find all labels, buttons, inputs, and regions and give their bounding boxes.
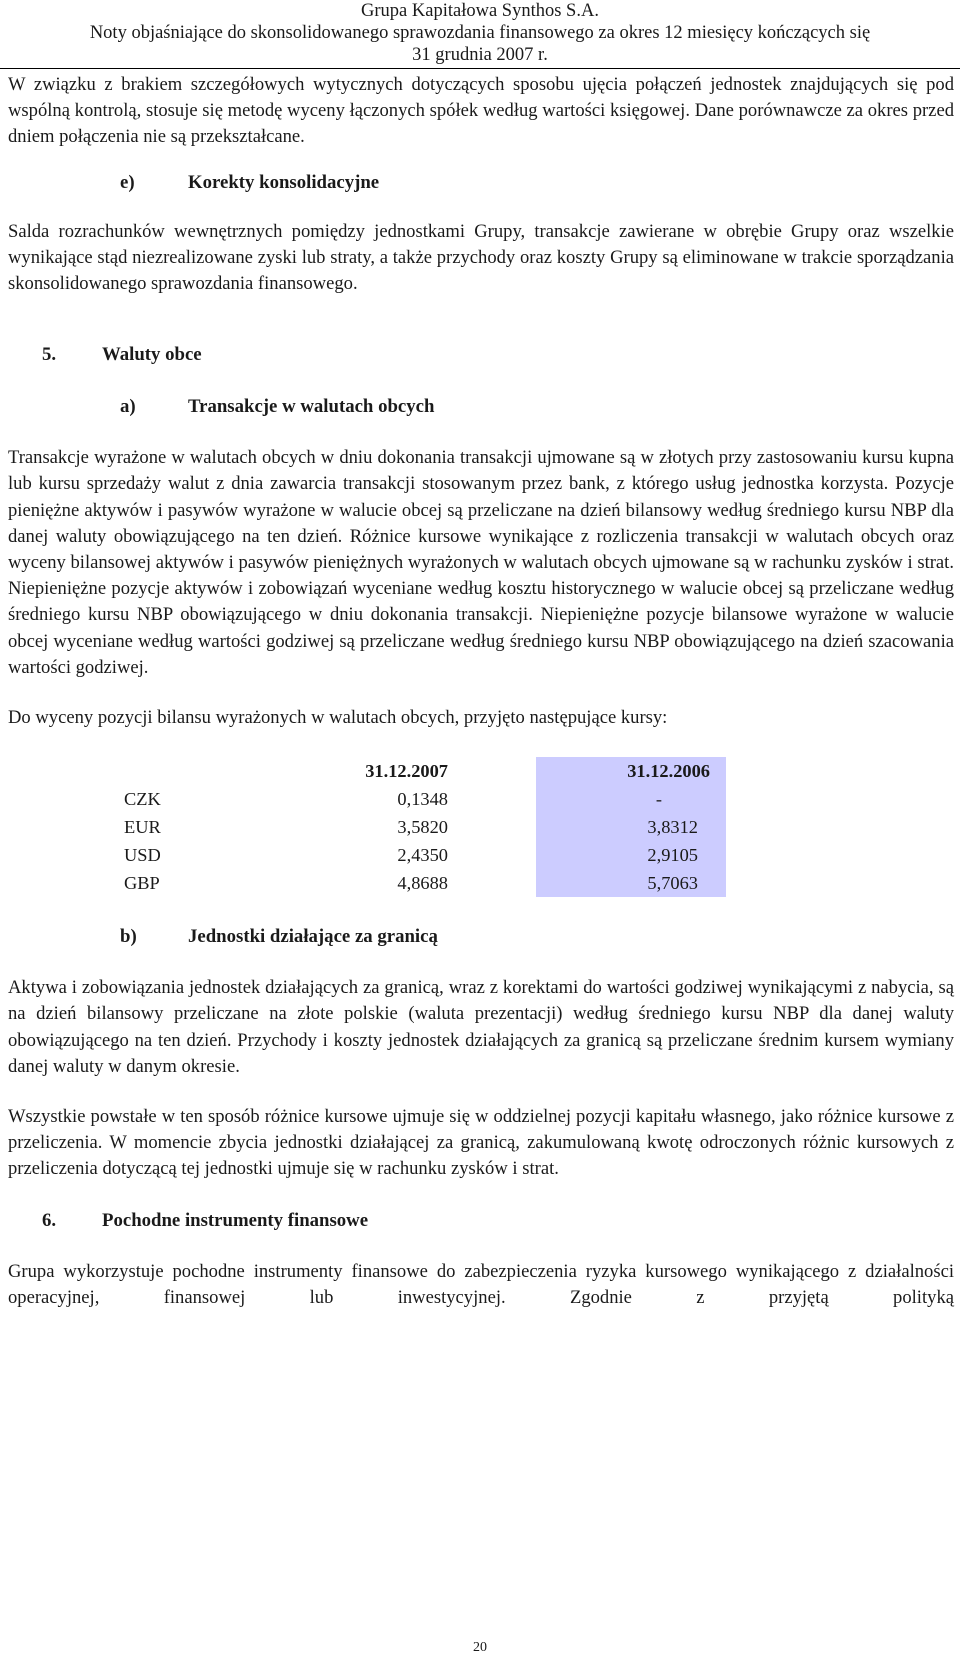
heading-e-title: Korekty konsolidacyjne bbox=[188, 171, 380, 193]
rates-currency: GBP bbox=[124, 873, 160, 894]
rates-value-2006: - bbox=[655, 789, 662, 810]
heading-5b-number: b) bbox=[120, 926, 137, 948]
rates-value-2006: 2,9105 bbox=[647, 845, 698, 866]
heading-5 bbox=[8, 343, 954, 367]
paragraph-5a: Transakcje wyrażone w walutach obcych w dniu dokonania transakcji ujmowane są w złotych przy zastosowaniu kursu kupna lub kursu sprzedaży walut z dnia zawarcia transakcji stosowanym przez bank, z którego usług jednostka korzysta. Pozycje pieniężne aktywów i pasywów wyrażone w walucie obcej są przeliczane na dzień bilansowy według średniego kursu NBP dla danej waluty obowiązującego na ten dzień. Różnice kursowe wynikające z rozliczenia transakcji w walutach obcych oraz wyceny bilansowej aktywów i pasywów pieniężnych wyrażonych w walutach obcych ujmowane są w rachunku zysków i strat. Niepieniężne pozycje aktywów i zobowiązań wyceniane według kosztu historycznego w walucie obcej są przeliczane według średniego kursu NBP obowiązującego w dniu dokonania transakcji. Niepieniężne pozycje bilansowe wyrażone w walucie obcej wyceniane według wartości godziwej są przeliczane według średniego kursu NBP obowiązującego na dzień szacowania wartości godziwej. bbox=[8, 447, 954, 678]
heading-5-number: 5. bbox=[42, 344, 57, 366]
rates-currency: EUR bbox=[124, 817, 161, 838]
paragraph-intro: W związku z brakiem szczegółowych wytycznych dotyczących sposobu ujęcia połączeń jednostek znajdujących się pod wspólną kontrolą, stosuje się metodę wyceny łączonych spółek według wartości księgowej. Dane porównawcze za okres przed dniem połączenia nie są przekształcane. bbox=[8, 74, 954, 148]
heading-e-number: e) bbox=[120, 171, 135, 193]
heading-6 bbox=[8, 1209, 954, 1233]
rates-value-2007: 3,5820 bbox=[397, 817, 448, 838]
heading-5a bbox=[8, 395, 954, 419]
paragraph-6: Grupa wykorzystuje pochodne instrumenty finansowe do zabezpieczenia ryzyka kursowego wynikającego z działalności operacyjnej, finansowej lub inwestycyjnej. Zgodnie z przyjętą polityką bbox=[8, 1260, 954, 1308]
rates-header-2006: 31.12.2006 bbox=[627, 761, 710, 782]
rates-value-2007: 2,4350 bbox=[397, 845, 448, 866]
paragraph-5b-1: Aktywa i zobowiązania jednostek działających za granicą, wraz z korektami do wartości godziwej wynikającymi z nabycia, są na dzień bilansowy przeliczane na złote polskie (waluta prezentacji) według średniego kursu NBP dla danej waluty obowiązującego na ten dzień. Przychody i koszty jednostek działających za granicą są przeliczane średnim kursem wymiany danej waluty w danym okresie. bbox=[8, 977, 954, 1077]
heading-5-title: Waluty obce bbox=[102, 344, 202, 366]
paragraph-5b-2: Wszystkie powstałe w ten sposób różnice kursowe ujmuje się w oddzielnej pozycji kapitału własnego, jako różnice kursowe z przeliczenia. W momencie zbycia jednostki działającej za granicą, zakumulowaną kwotę odroczonych różnic kursowych z przeliczenia dotyczącą tej jednostki ujmuje się w rachunku zysków i strat. bbox=[8, 1106, 954, 1180]
heading-5b-title: Jednostki działające za granicą bbox=[188, 926, 438, 948]
heading-e bbox=[8, 171, 954, 195]
rates-value-2007: 0,1348 bbox=[397, 789, 448, 810]
paragraph-rates-intro: Do wyceny pozycji bilansu wyrażonych w walutach obcych, przyjęto następujące kursy: bbox=[8, 707, 668, 729]
rates-value-2007: 4,8688 bbox=[397, 873, 448, 894]
header-date: 31 grudnia 2007 r. bbox=[412, 45, 548, 65]
page-number: 20 bbox=[473, 1640, 487, 1655]
rates-table bbox=[8, 757, 954, 897]
heading-5a-number: a) bbox=[120, 396, 136, 418]
rates-currency: CZK bbox=[124, 789, 161, 810]
heading-5b bbox=[8, 925, 954, 949]
header-company: Grupa Kapitałowa Synthos S.A. bbox=[361, 1, 599, 21]
header-subtitle: Noty objaśniające do skonsolidowanego sprawozdania finansowego za okres 12 miesięcy kończących się bbox=[89, 23, 871, 43]
rates-header-2007: 31.12.2007 bbox=[365, 761, 448, 782]
rates-value-2006: 5,7063 bbox=[647, 873, 698, 894]
document-body bbox=[8, 72, 954, 1311]
heading-6-title: Pochodne instrumenty finansowe bbox=[102, 1209, 369, 1231]
heading-6-number: 6. bbox=[42, 1209, 57, 1231]
rates-value-2006: 3,8312 bbox=[647, 817, 698, 838]
heading-5a-title: Transakcje w walutach obcych bbox=[188, 396, 435, 418]
rates-currency: USD bbox=[124, 845, 161, 866]
paragraph-e: Salda rozrachunków wewnętrznych pomiędzy jednostkami Grupy, transakcje zawierane w obrębie Grupy oraz wszelkie wynikające stąd niezrealizowane zyski lub straty, a także przychody oraz koszty Grupy są eliminowane w trakcie sporządzania skonsolidowanego sprawozdania finansowego. bbox=[8, 220, 954, 295]
page-header bbox=[0, 0, 960, 69]
